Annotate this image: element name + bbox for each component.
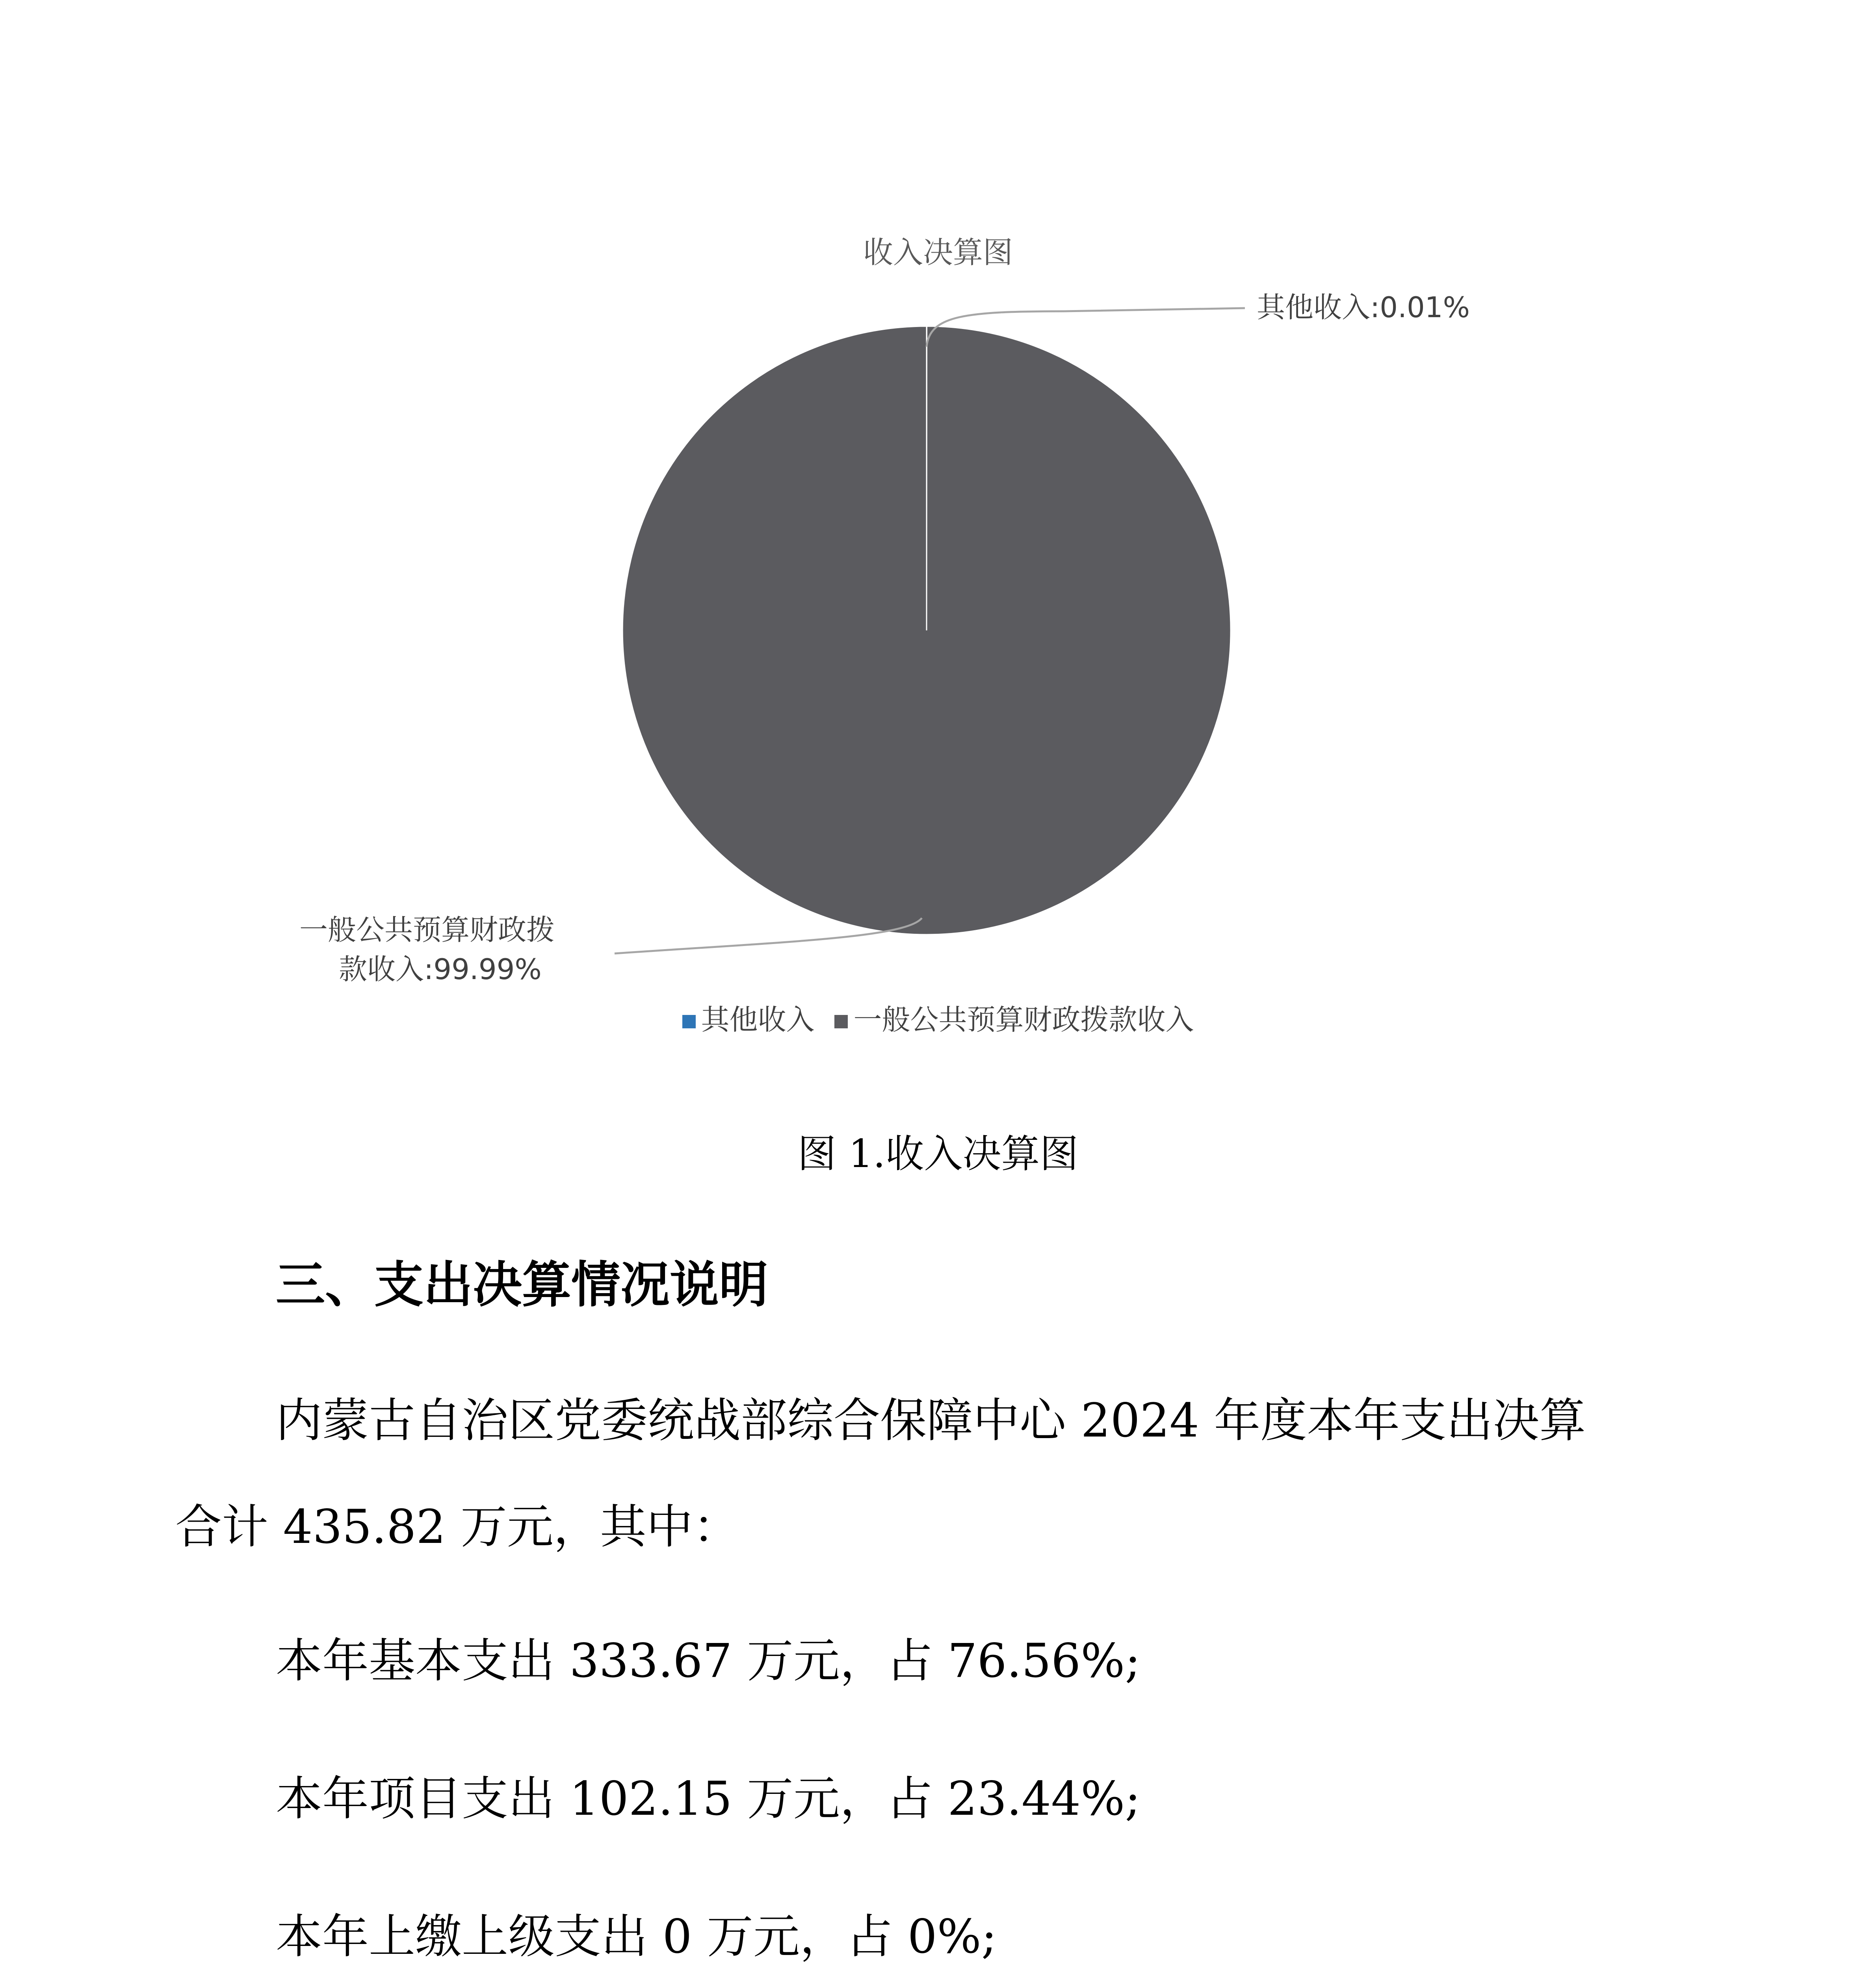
expense-item-upper: 本年上缴上级支出 0 万元，占 0%; bbox=[276, 1909, 997, 1964]
legend-swatch-other bbox=[682, 1015, 696, 1028]
figure-caption: 图 1.收入决算图 bbox=[797, 1132, 1079, 1176]
legend-item-other bbox=[682, 1003, 815, 1036]
chart-legend bbox=[0, 997, 1876, 1038]
pie-slice-1 bbox=[622, 326, 1231, 935]
slice-label-main-line2: 款收入:99.99% bbox=[339, 953, 542, 986]
intro-line-2: 合计 435.82 万元，其中： bbox=[175, 1500, 739, 1554]
legend-item-main bbox=[834, 1003, 1194, 1036]
expense-item-project: 本年项目支出 102.15 万元，占 23.44%; bbox=[276, 1771, 1141, 1826]
legend-swatch-main bbox=[834, 1015, 848, 1028]
slice-label-other: 其他收入:0.01% bbox=[1257, 291, 1470, 324]
slice-label-main-line1: 一般公共预算财政拨 bbox=[299, 913, 555, 946]
legend-label-other: 其他收入 bbox=[701, 1003, 815, 1036]
section-heading: 三、支出决算情况说明 bbox=[276, 1256, 768, 1314]
intro-line-1: 内蒙古自治区党委统战部综合保障中心 2024 年度本年支出决算 bbox=[276, 1393, 1586, 1448]
expense-item-basic: 本年基本支出 333.67 万元，占 76.56%; bbox=[276, 1634, 1141, 1688]
legend-label-main: 一般公共预算财政拨款收入 bbox=[853, 1003, 1194, 1036]
chart-title: 收入决算图 bbox=[863, 235, 1013, 270]
